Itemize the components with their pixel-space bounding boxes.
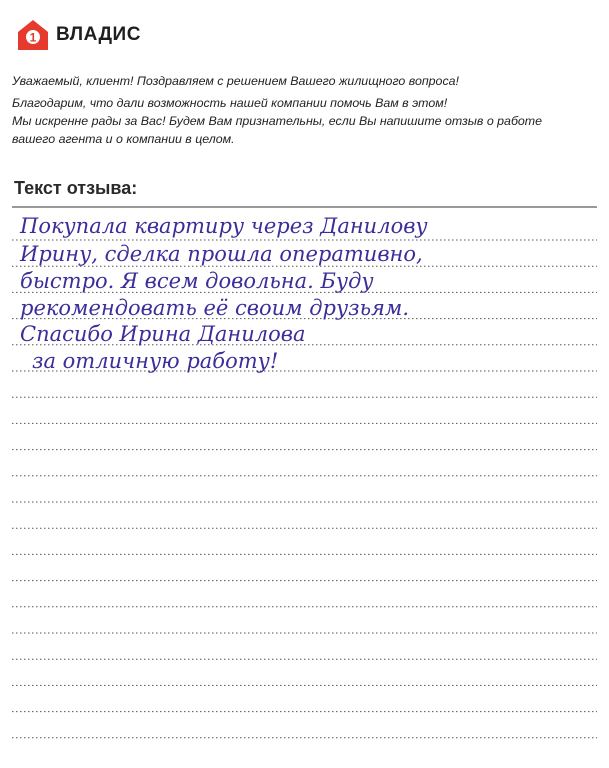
review-line-6: за отличную работу!	[32, 349, 279, 373]
thanks-line-2: Мы искренне рады за Вас! Будем Вам признательны, если Вы напишите отзыв о работе	[12, 114, 543, 128]
review-title: Текст отзыва:	[14, 178, 138, 198]
logo-number: 1	[29, 30, 37, 45]
thanks-line-3: вашего агента и о компании в целом.	[12, 132, 235, 146]
review-line-3: быстро. Я всем довольна. Буду	[20, 269, 374, 293]
house-key-icon	[16, 18, 50, 52]
handwritten-review	[19, 214, 428, 373]
review-line-4: рекомендовать её своим друзьям.	[20, 296, 410, 320]
review-line-5: Спасибо Ирина Данилова	[20, 322, 306, 346]
intro-text	[12, 72, 597, 148]
thanks-line-1: Благодарим, что дали возможность нашей компании помочь Вам в этом!	[12, 96, 448, 110]
review-ruled-area	[12, 205, 597, 765]
review-line-1: Покупала квартиру через Данилову	[20, 214, 428, 238]
greeting-line: Уважаемый, клиент! Поздравляем с решением Вашего жилищного вопроса!	[12, 74, 459, 88]
review-line-2: Ирину, сделка прошла оперативно,	[20, 242, 423, 266]
brand-logo	[16, 18, 141, 52]
brand-name: ВЛАДИС	[56, 24, 141, 45]
